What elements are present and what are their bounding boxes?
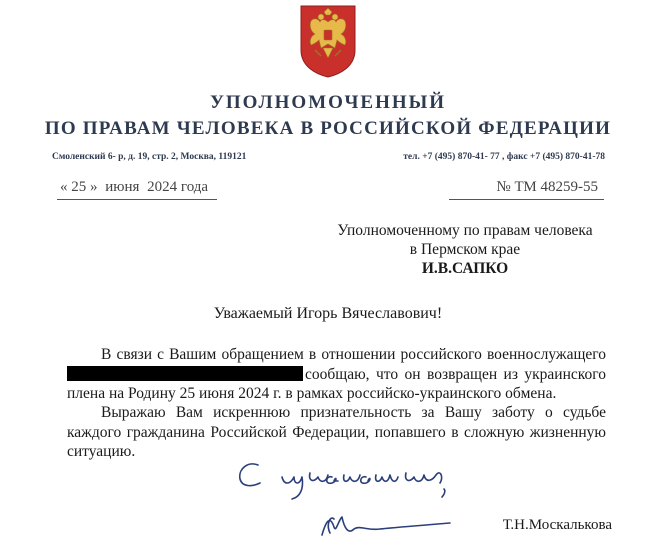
coat-of-arms-icon [299,4,357,78]
recipient-name: И.В.САПКО [421,260,509,277]
org-title-line1: УПОЛНОМОЧЕННЫЙ [209,92,447,113]
paragraph-2 [67,403,606,462]
number-underline [449,199,604,200]
date-year: 2024 года [147,179,209,195]
letter-date [60,179,212,196]
phones: тел. +7 (495) 870-41- 77 , факс +7 (495) 870-41-78 [403,152,605,162]
date-day: « 25 » [60,179,98,195]
recipient-block [300,221,630,278]
paragraph-1-rest: сообщаю, что он возвращен из украинского плена на Родину 25 июня 2024 г. в рамках российско-украинского обмена. [67,365,606,402]
letter-number: № ТМ 48259-55 [496,179,598,195]
recipient-line2: в Пермском крае [409,241,521,258]
org-title-line2: ПО ПРАВАМ ЧЕЛОВЕКА В РОССИЙСКОЙ ФЕДЕРАЦИИ [44,118,612,139]
recipient-line1: Уполномоченному по правам человека [337,222,593,239]
date-month: июня [105,179,140,195]
contact-row [52,152,605,162]
address: Смоленский 6- р, д. 19, стр. 2, Москва, 119121 [52,152,247,162]
redacted-name [67,366,303,381]
paragraph-2-text: Выражаю Вам искреннюю признательность за Вашу заботу о судьбе каждого гражданина Российской Федерации, попавшего в сложную жизненную ситуацию. [67,404,606,460]
date-underline [57,199,217,200]
paragraph-1-start: В связи с Вашим обращением в отношении российского военнослужащего [101,346,606,363]
signer-name: Т.Н.Москалькова [502,517,612,533]
greeting: Уважаемый Игорь Вячеславович! [213,305,443,322]
handwritten-signature [230,455,490,551]
paragraph-1 [67,345,606,404]
